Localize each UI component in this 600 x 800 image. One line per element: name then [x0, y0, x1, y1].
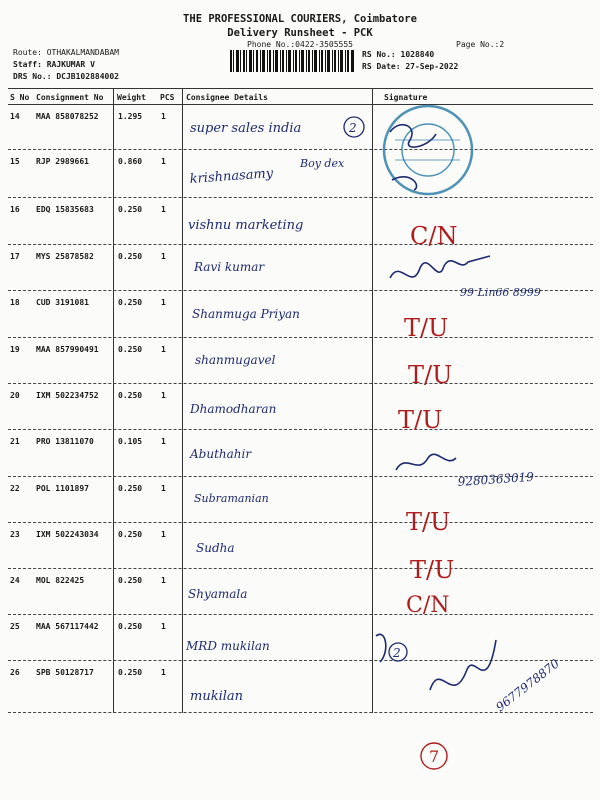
handwritten-consignee: mukilan: [190, 689, 244, 704]
col-header-pcs: PCS: [160, 93, 175, 102]
row-weight: 0.250: [118, 576, 143, 585]
row-pcs: 1: [161, 298, 166, 307]
phone-number: Phone No.:0422-3505555: [247, 40, 353, 49]
company-name: THE PROFESSIONAL COURIERS, Coimbatore: [183, 13, 417, 25]
handwritten-consignee: Dhamodharan: [190, 402, 277, 416]
row-weight: 0.250: [118, 391, 143, 400]
delivery-code: T/U: [398, 406, 443, 434]
row-weight: 1.295: [118, 112, 143, 121]
row-pcs: 1: [161, 530, 166, 539]
row-consignment: MOL 822425: [36, 576, 85, 585]
row-sno: 14: [10, 112, 20, 121]
col-header-weight: Weight: [117, 93, 146, 102]
handwritten-consignee: vishnu marketing: [188, 218, 304, 233]
col-header-signature: Signature: [384, 93, 428, 102]
row-pcs: 1: [161, 157, 166, 166]
row-consignment: CUD 3191081: [36, 298, 89, 307]
row-weight: 0.250: [118, 298, 143, 307]
row-consignment: MAA 857990491: [36, 345, 99, 354]
row-pcs: 1: [161, 622, 166, 631]
col-header-sno: S No: [10, 93, 30, 102]
handwritten-consignee: shanmugavel: [195, 353, 276, 367]
signature-scribble-icon: [376, 634, 496, 690]
row-sno: 20: [10, 391, 20, 400]
row-consignment: MAA 567117442: [36, 622, 99, 631]
row-pcs: 1: [161, 252, 166, 261]
signature-scribble-icon: [396, 454, 456, 470]
row-sno: 17: [10, 252, 20, 261]
rs-number: RS No.: 1028840: [362, 50, 435, 59]
runsheet-title: Delivery Runsheet - PCK: [227, 27, 373, 39]
handwritten-consignee: super sales india: [190, 121, 302, 136]
row-sno: 24: [10, 576, 20, 585]
handwritten-consignee: Subramanian: [194, 492, 269, 505]
row-consignment: MAA 858078252: [36, 112, 99, 121]
handwritten-phone: 99 Lin66 8999: [460, 286, 541, 299]
delivery-code: T/U: [408, 361, 453, 389]
row-sno: 18: [10, 298, 20, 307]
row-pcs: 1: [161, 484, 166, 493]
handwritten-phone: 9280363019: [457, 469, 535, 489]
row-sno: 26: [10, 668, 20, 677]
delivery-code: T/U: [404, 314, 449, 342]
row-sno: 19: [10, 345, 20, 354]
row-weight: 0.250: [118, 345, 143, 354]
row-weight: 0.250: [118, 252, 143, 261]
row-weight: 0.250: [118, 484, 143, 493]
staff-info: Staff: RAJKUMAR V: [13, 60, 95, 69]
handwritten-count: 7: [429, 747, 440, 766]
row-sno: 16: [10, 205, 20, 214]
delivery-code: T/U: [406, 508, 451, 536]
row-weight: 0.250: [118, 622, 143, 631]
row-consignment: SPB 50128717: [36, 668, 94, 677]
rs-date: RS Date: 27-Sep-2022: [362, 62, 459, 71]
handwritten-mark: 2: [349, 121, 357, 135]
row-weight: 0.860: [118, 157, 143, 166]
row-sno: 22: [10, 484, 20, 493]
row-consignment: EDQ 15835683: [36, 205, 94, 214]
row-pcs: 1: [161, 576, 166, 585]
handwritten-consignee: Ravi kumar: [194, 260, 265, 274]
handwritten-phone: 9677978870: [493, 656, 563, 715]
page-number: Page No.:2: [456, 40, 505, 49]
handwritten-mark: 2: [393, 646, 401, 660]
row-consignment: IXM 502243034: [36, 530, 99, 539]
row-weight: 0.105: [118, 437, 143, 446]
row-weight: 0.250: [118, 668, 143, 677]
col-header-consignee: Consignee Details: [186, 93, 268, 102]
row-consignment: RJP 2989661: [36, 157, 89, 166]
row-sno: 15: [10, 157, 20, 166]
row-sno: 25: [10, 622, 20, 631]
row-sno: 21: [10, 437, 20, 446]
row-consignment: IXM 502234752: [36, 391, 99, 400]
row-sno: 23: [10, 530, 20, 539]
handwritten-consignee: Sudha: [196, 541, 235, 555]
handwritten-consignee: MRD mukilan: [186, 639, 270, 653]
row-pcs: 1: [161, 345, 166, 354]
row-pcs: 1: [161, 391, 166, 400]
row-pcs: 1: [161, 112, 166, 121]
row-weight: 0.250: [118, 205, 143, 214]
row-consignment: POL 1101897: [36, 484, 89, 493]
row-pcs: 1: [161, 437, 166, 446]
signature-scribble-icon: [390, 256, 490, 278]
handwritten-consignee: Abuthahir: [190, 447, 252, 461]
handwritten-note: Boy dex: [300, 157, 345, 170]
handwritten-consignee: krishnasamy: [189, 166, 274, 187]
handwritten-consignee: Shanmuga Priyan: [192, 307, 300, 321]
col-header-consignment: Consignment No: [36, 93, 104, 102]
route-info: Route: OTHAKALMANDABAM: [13, 48, 119, 57]
row-weight: 0.250: [118, 530, 143, 539]
delivery-code: C/N: [410, 222, 458, 250]
delivery-code: T/U: [410, 556, 455, 584]
drs-number: DRS No.: DCJB102884002: [13, 72, 119, 81]
company-stamp-icon: [384, 106, 472, 194]
delivery-code: C/N: [406, 593, 450, 618]
row-consignment: PRO 13811070: [36, 437, 94, 446]
row-consignment: MYS 25878582: [36, 252, 94, 261]
row-pcs: 1: [161, 205, 166, 214]
row-pcs: 1: [161, 668, 166, 677]
handwritten-consignee: Shyamala: [188, 587, 248, 601]
